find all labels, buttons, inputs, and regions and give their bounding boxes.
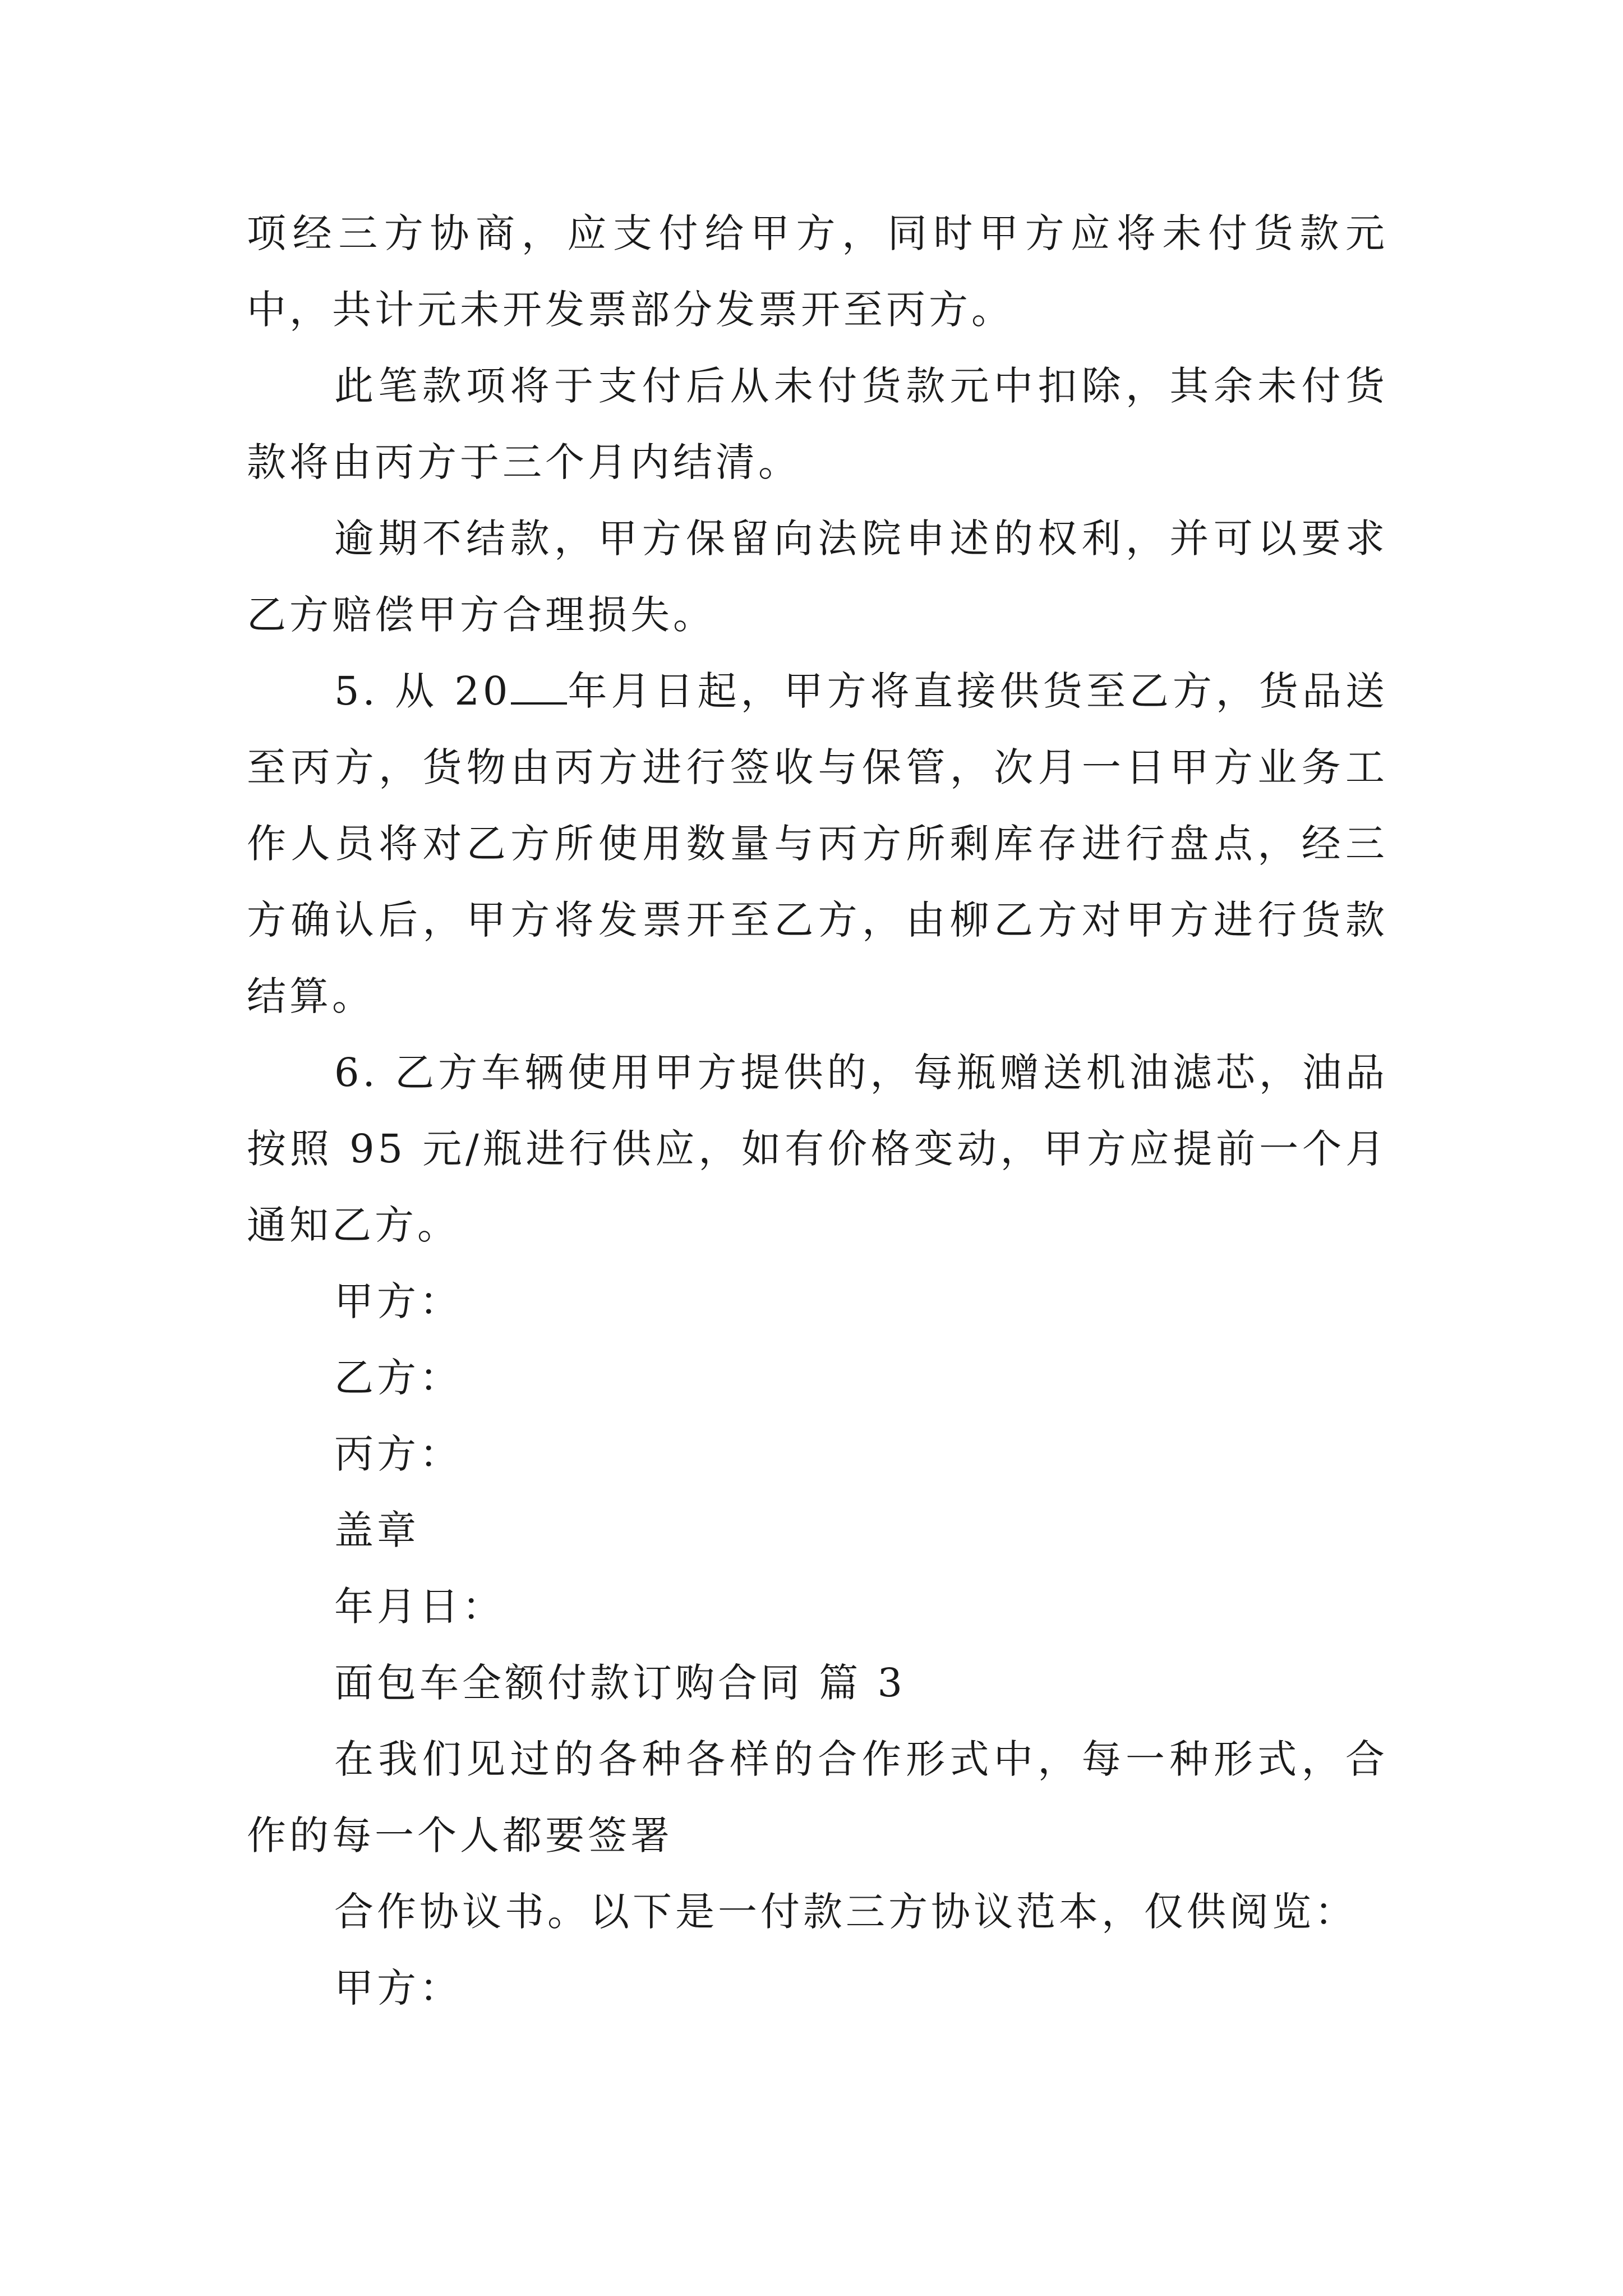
paragraph-clause-6: 6. 乙方车辆使用甲方提供的，每瓶赠送机油滤芯，油品按照 95 元/瓶进行供应，如有价格变动，甲方应提前一个月通知乙方。	[247, 1050, 1388, 1248]
paragraph-agreement-sample: 合作协议书。以下是一付款三方协议范本，仅供阅览：	[334, 1889, 1357, 1935]
paragraph-payment-terms: 项经三方协商，应支付给甲方，同时甲方应将未付货款元中，共计元未开发票部分发票开至丙方。	[247, 210, 1388, 333]
document-body	[247, 195, 1388, 2026]
paragraph-overdue: 逾期不结款，甲方保留向法院申述的权利，并可以要求乙方赔偿甲方合理损失。	[247, 516, 1388, 638]
party-a-label: 甲方：	[334, 1965, 462, 2011]
paragraph-clause-5	[247, 653, 1388, 1034]
section-heading: 面包车全额付款订购合同 篇 3	[334, 1660, 906, 1706]
date-label: 年月日：	[334, 1584, 505, 1630]
paragraph-deduction: 此笔款项将于支付后从未付货款元中扣除，其余未付货款将由丙方于三个月内结清。	[247, 363, 1388, 485]
seal-label: 盖章	[334, 1507, 419, 1553]
clause-5-prefix: 5. 从 20	[334, 668, 511, 714]
year-blank	[511, 669, 567, 705]
signature-party-b: 乙方：	[334, 1355, 462, 1401]
paragraph-intro: 在我们见过的各种各样的合作形式中，每一种形式，合作的每一个人都要签署	[247, 1736, 1388, 1858]
signature-party-c: 丙方：	[334, 1431, 462, 1477]
clause-5-text: 年月日起，甲方将直接供货至乙方，货品送至丙方，货物由丙方进行签收与保管，次月一日甲方业务工作人员将对乙方所使用数量与丙方所剩库存进行盘点，经三方确认后，甲方将发票开至乙方，由柳乙方对甲方进行货款结算。	[247, 668, 1388, 1019]
signature-party-a: 甲方：	[334, 1278, 462, 1324]
